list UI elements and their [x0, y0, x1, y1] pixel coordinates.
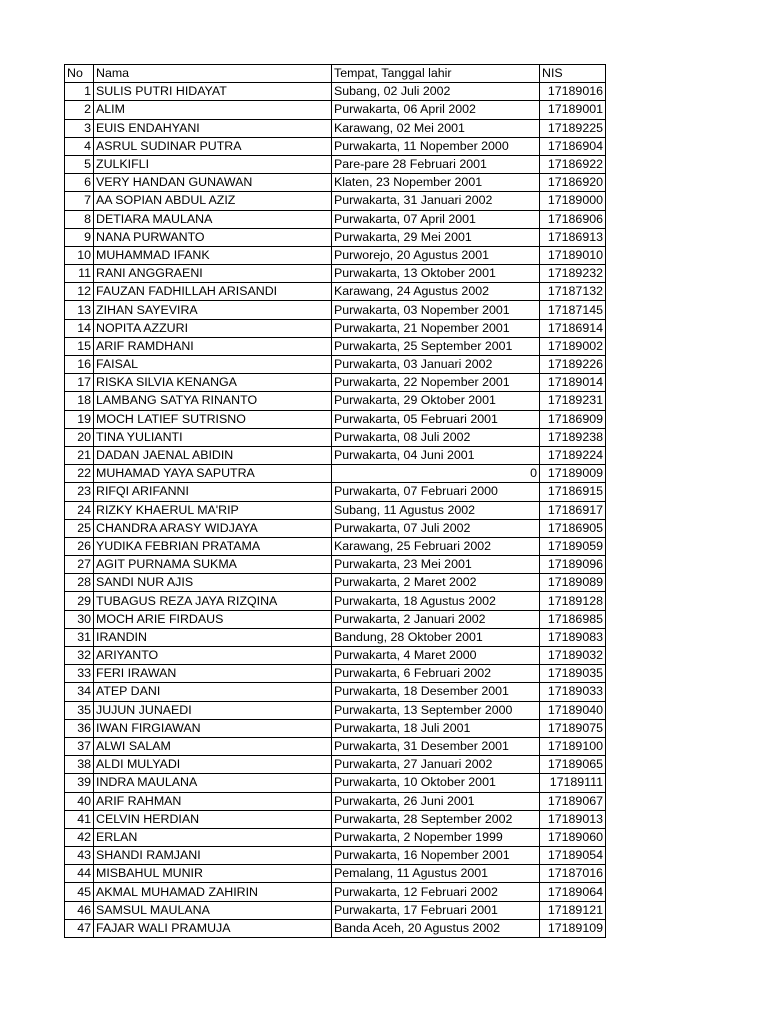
cell-nama: AA SOPIAN ABDUL AZIZ — [94, 192, 332, 210]
table-header-row — [65, 65, 606, 83]
cell-no: 24 — [65, 501, 94, 519]
cell-nis: 17186906 — [540, 210, 606, 228]
cell-no: 12 — [65, 283, 94, 301]
table-row — [65, 301, 606, 319]
cell-no: 42 — [65, 828, 94, 846]
cell-ttl: Purwakarta, 13 September 2000 — [332, 701, 540, 719]
table-row — [65, 774, 606, 792]
cell-nama: ZIHAN SAYEVIRA — [94, 301, 332, 319]
table-row — [65, 446, 606, 464]
cell-nis: 17186905 — [540, 519, 606, 537]
cell-ttl: Purwakarta, 22 Nopember 2001 — [332, 374, 540, 392]
cell-nis: 17189109 — [540, 919, 606, 937]
cell-no: 5 — [65, 155, 94, 173]
cell-nis: 17189225 — [540, 119, 606, 137]
table-row — [65, 83, 606, 101]
cell-nama: RISKA SILVIA KENANGA — [94, 374, 332, 392]
cell-no: 27 — [65, 556, 94, 574]
cell-nama: ZULKIFLI — [94, 155, 332, 173]
cell-nis: 17189014 — [540, 374, 606, 392]
cell-nis: 17189009 — [540, 465, 606, 483]
cell-no: 32 — [65, 647, 94, 665]
cell-nis: 17189226 — [540, 356, 606, 374]
cell-no: 38 — [65, 756, 94, 774]
cell-ttl: Klaten, 23 Nopember 2001 — [332, 174, 540, 192]
cell-ttl: Karawang, 25 Februari 2002 — [332, 537, 540, 555]
table-row — [65, 756, 606, 774]
cell-ttl: Purwakarta, 25 September 2001 — [332, 337, 540, 355]
cell-no: 17 — [65, 374, 94, 392]
cell-nama: SAMSUL MAULANA — [94, 901, 332, 919]
cell-ttl: Purwakarta, 06 April 2002 — [332, 101, 540, 119]
cell-ttl: Purwakarta, 08 Juli 2002 — [332, 428, 540, 446]
cell-nis: 17187145 — [540, 301, 606, 319]
cell-no: 2 — [65, 101, 94, 119]
header-nama: Nama — [94, 65, 332, 83]
table-row — [65, 192, 606, 210]
cell-ttl: Bandung, 28 Oktober 2001 — [332, 628, 540, 646]
cell-nis: 17187016 — [540, 865, 606, 883]
cell-nama: SANDI NUR AJIS — [94, 574, 332, 592]
cell-no: 47 — [65, 919, 94, 937]
cell-no: 3 — [65, 119, 94, 137]
table-row — [65, 428, 606, 446]
cell-ttl: Purwakarta, 07 Juli 2002 — [332, 519, 540, 537]
cell-nama: DETIARA MAULANA — [94, 210, 332, 228]
cell-nama: NOPITA AZZURI — [94, 319, 332, 337]
cell-nama: MOCH ARIE FIRDAUS — [94, 610, 332, 628]
cell-nis: 17189010 — [540, 246, 606, 264]
cell-ttl: Banda Aceh, 20 Agustus 2002 — [332, 919, 540, 937]
table-row — [65, 919, 606, 937]
cell-no: 31 — [65, 628, 94, 646]
cell-nis: 17189111 — [540, 774, 606, 792]
cell-nama: YUDIKA FEBRIAN PRATAMA — [94, 537, 332, 555]
cell-nama: AKMAL MUHAMAD ZAHIRIN — [94, 883, 332, 901]
cell-no: 43 — [65, 847, 94, 865]
cell-nis: 17189231 — [540, 392, 606, 410]
cell-nis: 17189067 — [540, 792, 606, 810]
cell-nama: ASRUL SUDINAR PUTRA — [94, 137, 332, 155]
cell-no: 22 — [65, 465, 94, 483]
cell-no: 25 — [65, 519, 94, 537]
table-row — [65, 174, 606, 192]
table-row — [65, 465, 606, 483]
cell-nama: CELVIN HERDIAN — [94, 810, 332, 828]
cell-nis: 17186913 — [540, 228, 606, 246]
cell-nama: EUIS ENDAHYANI — [94, 119, 332, 137]
cell-ttl: Purwakarta, 31 Januari 2002 — [332, 192, 540, 210]
cell-nis: 17189033 — [540, 683, 606, 701]
cell-nama: IRANDIN — [94, 628, 332, 646]
cell-no: 10 — [65, 246, 94, 264]
cell-nis: 17186915 — [540, 483, 606, 501]
table-row — [65, 319, 606, 337]
cell-ttl: Purwakarta, 12 Februari 2002 — [332, 883, 540, 901]
cell-ttl: Purwakarta, 16 Nopember 2001 — [332, 847, 540, 865]
cell-no: 18 — [65, 392, 94, 410]
cell-no: 1 — [65, 83, 94, 101]
table-row — [65, 265, 606, 283]
cell-no: 29 — [65, 592, 94, 610]
cell-nis: 17189060 — [540, 828, 606, 846]
cell-ttl: Subang, 11 Agustus 2002 — [332, 501, 540, 519]
cell-no: 23 — [65, 483, 94, 501]
cell-no: 8 — [65, 210, 94, 228]
table-row — [65, 592, 606, 610]
cell-nis: 17189016 — [540, 83, 606, 101]
cell-nama: FAJAR WALI PRAMUJA — [94, 919, 332, 937]
cell-nis: 17189100 — [540, 737, 606, 755]
cell-ttl: Purwakarta, 26 Juni 2001 — [332, 792, 540, 810]
cell-nama: NANA PURWANTO — [94, 228, 332, 246]
cell-nis: 17186920 — [540, 174, 606, 192]
cell-no: 19 — [65, 410, 94, 428]
table-row — [65, 847, 606, 865]
table-row — [65, 683, 606, 701]
cell-ttl: Pemalang, 11 Agustus 2001 — [332, 865, 540, 883]
cell-ttl: Purwakarta, 2 Nopember 1999 — [332, 828, 540, 846]
cell-no: 21 — [65, 446, 94, 464]
cell-ttl: Purwakarta, 6 Februari 2002 — [332, 665, 540, 683]
cell-no: 4 — [65, 137, 94, 155]
cell-nama: FAISAL — [94, 356, 332, 374]
table-row — [65, 246, 606, 264]
cell-nama: ALIM — [94, 101, 332, 119]
cell-nama: ARIF RAMDHANI — [94, 337, 332, 355]
cell-ttl: Purwakarta, 03 Nopember 2001 — [332, 301, 540, 319]
cell-no: 14 — [65, 319, 94, 337]
student-table — [64, 64, 606, 938]
table-row — [65, 410, 606, 428]
table-row — [65, 356, 606, 374]
table-row — [65, 883, 606, 901]
table-row — [65, 337, 606, 355]
cell-ttl: Purwakarta, 03 Januari 2002 — [332, 356, 540, 374]
cell-nis: 17189121 — [540, 901, 606, 919]
cell-ttl: Purwakarta, 21 Nopember 2001 — [332, 319, 540, 337]
cell-nis: 17189002 — [540, 337, 606, 355]
cell-no: 36 — [65, 719, 94, 737]
table-row — [65, 228, 606, 246]
cell-no: 26 — [65, 537, 94, 555]
cell-nama: JUJUN JUNAEDI — [94, 701, 332, 719]
cell-nama: ALWI SALAM — [94, 737, 332, 755]
table-row — [65, 537, 606, 555]
cell-ttl: Subang, 02 Juli 2002 — [332, 83, 540, 101]
cell-nama: SHANDI RAMJANI — [94, 847, 332, 865]
table-row — [65, 828, 606, 846]
cell-nis: 17189096 — [540, 556, 606, 574]
cell-nama: ARIF RAHMAN — [94, 792, 332, 810]
cell-nama: FAUZAN FADHILLAH ARISANDI — [94, 283, 332, 301]
table-row — [65, 665, 606, 683]
cell-nis: 17189083 — [540, 628, 606, 646]
cell-nis: 17186909 — [540, 410, 606, 428]
cell-ttl: Karawang, 24 Agustus 2002 — [332, 283, 540, 301]
cell-nama: INDRA MAULANA — [94, 774, 332, 792]
cell-no: 40 — [65, 792, 94, 810]
cell-nis: 17189089 — [540, 574, 606, 592]
cell-nama: MISBAHUL MUNIR — [94, 865, 332, 883]
table-row — [65, 719, 606, 737]
table-row — [65, 210, 606, 228]
cell-ttl: Purwakarta, 18 Agustus 2002 — [332, 592, 540, 610]
cell-nis: 17189059 — [540, 537, 606, 555]
table-row — [65, 374, 606, 392]
cell-nama: RANI ANGGRAENI — [94, 265, 332, 283]
cell-ttl: Purwakarta, 07 April 2001 — [332, 210, 540, 228]
cell-nis: 17186914 — [540, 319, 606, 337]
cell-nis: 17189032 — [540, 647, 606, 665]
cell-nama: TUBAGUS REZA JAYA RIZQINA — [94, 592, 332, 610]
cell-nis: 17189224 — [540, 446, 606, 464]
cell-nama: MUHAMMAD IFANK — [94, 246, 332, 264]
cell-nama: RIFQI ARIFANNI — [94, 483, 332, 501]
cell-nis: 17189128 — [540, 592, 606, 610]
cell-ttl: Purwakarta, 2 Maret 2002 — [332, 574, 540, 592]
cell-ttl: Purwakarta, 23 Mei 2001 — [332, 556, 540, 574]
cell-no: 46 — [65, 901, 94, 919]
cell-nis: 17186985 — [540, 610, 606, 628]
table-row — [65, 701, 606, 719]
table-row — [65, 101, 606, 119]
table-row — [65, 483, 606, 501]
cell-ttl: Purwakarta, 18 Juli 2001 — [332, 719, 540, 737]
cell-nama: FERI IRAWAN — [94, 665, 332, 683]
cell-no: 28 — [65, 574, 94, 592]
cell-nama: RIZKY KHAERUL MA'RIP — [94, 501, 332, 519]
cell-nama: DADAN JAENAL ABIDIN — [94, 446, 332, 464]
cell-no: 7 — [65, 192, 94, 210]
cell-nama: AGIT PURNAMA SUKMA — [94, 556, 332, 574]
cell-ttl: Purwakarta, 11 Nopember 2000 — [332, 137, 540, 155]
table-row — [65, 810, 606, 828]
cell-nis: 17189075 — [540, 719, 606, 737]
table-row — [65, 737, 606, 755]
table-row — [65, 628, 606, 646]
table-row — [65, 792, 606, 810]
cell-nis: 17186904 — [540, 137, 606, 155]
cell-ttl: Purwakarta, 2 Januari 2002 — [332, 610, 540, 628]
table-row — [65, 901, 606, 919]
table-row — [65, 574, 606, 592]
cell-ttl: Purwakarta, 27 Januari 2002 — [332, 756, 540, 774]
cell-no: 35 — [65, 701, 94, 719]
cell-nis: 17186922 — [540, 155, 606, 173]
table-row — [65, 501, 606, 519]
cell-nama: MOCH LATIEF SUTRISNO — [94, 410, 332, 428]
cell-no: 6 — [65, 174, 94, 192]
cell-no: 37 — [65, 737, 94, 755]
cell-ttl: Purwakarta, 10 Oktober 2001 — [332, 774, 540, 792]
table-row — [65, 556, 606, 574]
cell-no: 34 — [65, 683, 94, 701]
cell-nama: ATEP DANI — [94, 683, 332, 701]
cell-nama: IWAN FIRGIAWAN — [94, 719, 332, 737]
table-row — [65, 865, 606, 883]
cell-nis: 17189040 — [540, 701, 606, 719]
cell-nama: LAMBANG SATYA RINANTO — [94, 392, 332, 410]
cell-no: 16 — [65, 356, 94, 374]
table-row — [65, 283, 606, 301]
cell-no: 45 — [65, 883, 94, 901]
cell-nama: CHANDRA ARASY WIDJAYA — [94, 519, 332, 537]
table-row — [65, 519, 606, 537]
cell-nis: 17186917 — [540, 501, 606, 519]
table-row — [65, 119, 606, 137]
cell-nama: ALDI MULYADI — [94, 756, 332, 774]
cell-nis: 17189001 — [540, 101, 606, 119]
cell-ttl: Purwakarta, 04 Juni 2001 — [332, 446, 540, 464]
cell-ttl: Purworejo, 20 Agustus 2001 — [332, 246, 540, 264]
cell-nis: 17189035 — [540, 665, 606, 683]
cell-no: 41 — [65, 810, 94, 828]
cell-no: 9 — [65, 228, 94, 246]
cell-nama: VERY HANDAN GUNAWAN — [94, 174, 332, 192]
cell-nis: 17189232 — [540, 265, 606, 283]
table-row — [65, 155, 606, 173]
table-row — [65, 392, 606, 410]
cell-no: 13 — [65, 301, 94, 319]
cell-no: 44 — [65, 865, 94, 883]
header-no: No — [65, 65, 94, 83]
cell-nama: ARIYANTO — [94, 647, 332, 665]
cell-nis: 17187132 — [540, 283, 606, 301]
cell-ttl: Purwakarta, 4 Maret 2000 — [332, 647, 540, 665]
cell-nis: 17189064 — [540, 883, 606, 901]
cell-ttl: Pare-pare 28 Februari 2001 — [332, 155, 540, 173]
cell-ttl: 0 — [332, 465, 540, 483]
cell-ttl: Purwakarta, 28 September 2002 — [332, 810, 540, 828]
cell-ttl: Purwakarta, 13 Oktober 2001 — [332, 265, 540, 283]
cell-no: 33 — [65, 665, 94, 683]
cell-nis: 17189054 — [540, 847, 606, 865]
cell-ttl: Purwakarta, 18 Desember 2001 — [332, 683, 540, 701]
header-ttl: Tempat, Tanggal lahir — [332, 65, 540, 83]
cell-ttl: Purwakarta, 31 Desember 2001 — [332, 737, 540, 755]
cell-nis: 17189000 — [540, 192, 606, 210]
cell-ttl: Purwakarta, 17 Februari 2001 — [332, 901, 540, 919]
cell-nis: 17189013 — [540, 810, 606, 828]
cell-nama: MUHAMAD YAYA SAPUTRA — [94, 465, 332, 483]
table-row — [65, 137, 606, 155]
cell-no: 39 — [65, 774, 94, 792]
cell-no: 15 — [65, 337, 94, 355]
cell-ttl: Purwakarta, 05 Februari 2001 — [332, 410, 540, 428]
cell-nama: SULIS PUTRI HIDAYAT — [94, 83, 332, 101]
cell-no: 30 — [65, 610, 94, 628]
cell-nis: 17189065 — [540, 756, 606, 774]
cell-no: 11 — [65, 265, 94, 283]
header-nis: NIS — [540, 65, 606, 83]
cell-no: 20 — [65, 428, 94, 446]
cell-nama: ERLAN — [94, 828, 332, 846]
cell-ttl: Purwakarta, 29 Oktober 2001 — [332, 392, 540, 410]
cell-nis: 17189238 — [540, 428, 606, 446]
cell-nama: TINA YULIANTI — [94, 428, 332, 446]
table-row — [65, 610, 606, 628]
cell-ttl: Purwakarta, 29 Mei 2001 — [332, 228, 540, 246]
cell-ttl: Purwakarta, 07 Februari 2000 — [332, 483, 540, 501]
table-row — [65, 647, 606, 665]
cell-ttl: Karawang, 02 Mei 2001 — [332, 119, 540, 137]
table-body — [65, 65, 606, 938]
